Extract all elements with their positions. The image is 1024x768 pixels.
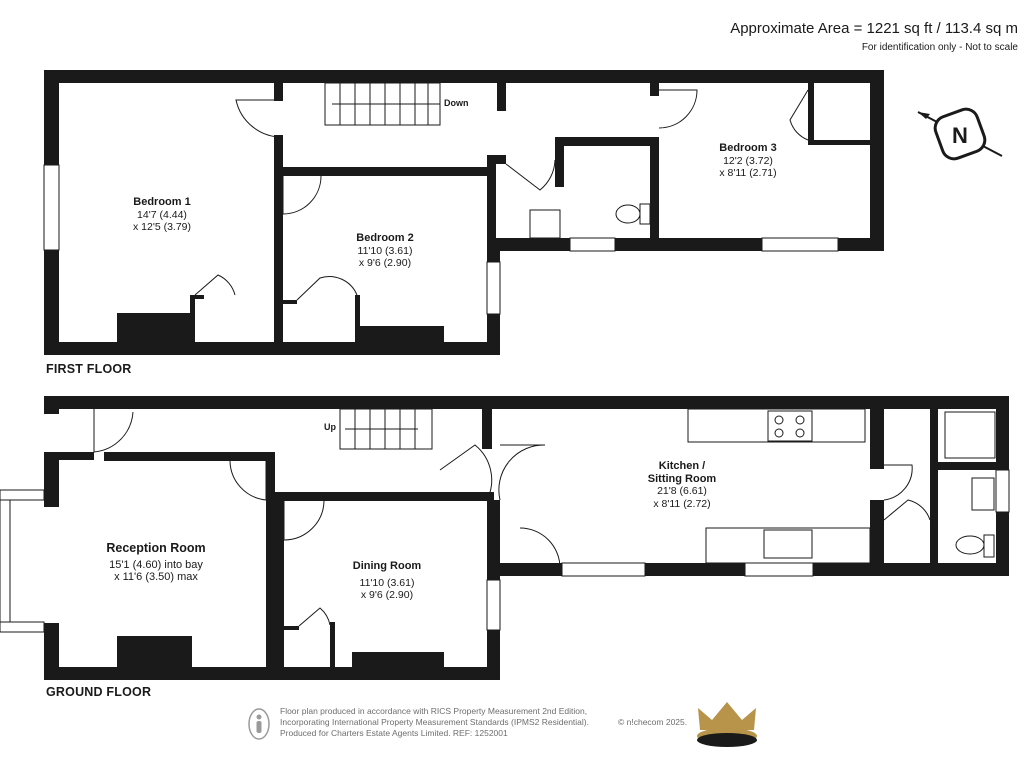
person-info-icon (248, 708, 270, 740)
footer-line-3: Produced for Charters Estate Agents Limited. REF: 1252001 (280, 728, 508, 738)
room-dim-2: x 12'5 (3.79) (132, 221, 192, 233)
room-name: Bedroom 2 (356, 232, 414, 244)
copyright: © n!checom 2025. (618, 717, 688, 727)
north-compass-icon (914, 102, 1006, 164)
first-floor-label: FIRST FLOOR (46, 362, 132, 376)
room-name-2: Sitting Room (647, 472, 717, 485)
room-dim-1: 11'10 (3.61) (357, 244, 413, 257)
room-dim-2: x 9'6 (2.90) (360, 589, 414, 601)
room-bedroom-2 (356, 232, 413, 270)
room-bedroom-3 (719, 142, 776, 180)
crown-logo-icon (694, 700, 760, 748)
room-name: Dining Room (352, 560, 422, 572)
room-name: Reception Room (106, 541, 206, 555)
room-dining (353, 560, 421, 602)
room-dim-1: 12'2 (3.72) (723, 154, 773, 167)
room-bedroom-1 (133, 196, 191, 234)
scale-note: For identification only - Not to scale (861, 42, 1018, 53)
stairs-down-label: Down (444, 98, 469, 108)
room-dim-2: x 9'6 (2.90) (358, 257, 412, 269)
room-reception (106, 542, 205, 584)
footer-text (280, 706, 589, 739)
room-dim-1: 11'10 (3.61) (359, 576, 415, 589)
compass-label: N (952, 123, 968, 148)
approximate-area: Approximate Area = 1221 sq ft / 113.4 sq m (730, 20, 1018, 37)
room-dim-2: x 11'6 (3.50) max (114, 571, 198, 583)
stairs-up-label: Up (324, 422, 336, 432)
room-dim-1: 14'7 (4.44) (137, 208, 187, 221)
footer-line-2: Incorporating International Property Measurement Standards (IPMS2 Residential). (280, 717, 589, 727)
room-name: Bedroom 1 (133, 196, 191, 208)
room-dim-2: x 8'11 (2.71) (719, 167, 777, 179)
room-dim-1: 21'8 (6.61) (657, 485, 707, 497)
fixtures (530, 204, 995, 563)
room-kitchen-sitting (648, 460, 716, 510)
room-dim-1: 15'1 (4.60) into bay (109, 558, 203, 571)
footer-line-1: Floor plan produced in accordance with RICS Property Measurement 2nd Edition, (280, 706, 588, 716)
ground-floor-label: GROUND FLOOR (46, 685, 152, 699)
room-name: Bedroom 3 (719, 142, 777, 154)
room-name: Kitchen / (658, 460, 706, 472)
room-dim-2: x 8'11 (2.72) (653, 497, 711, 510)
